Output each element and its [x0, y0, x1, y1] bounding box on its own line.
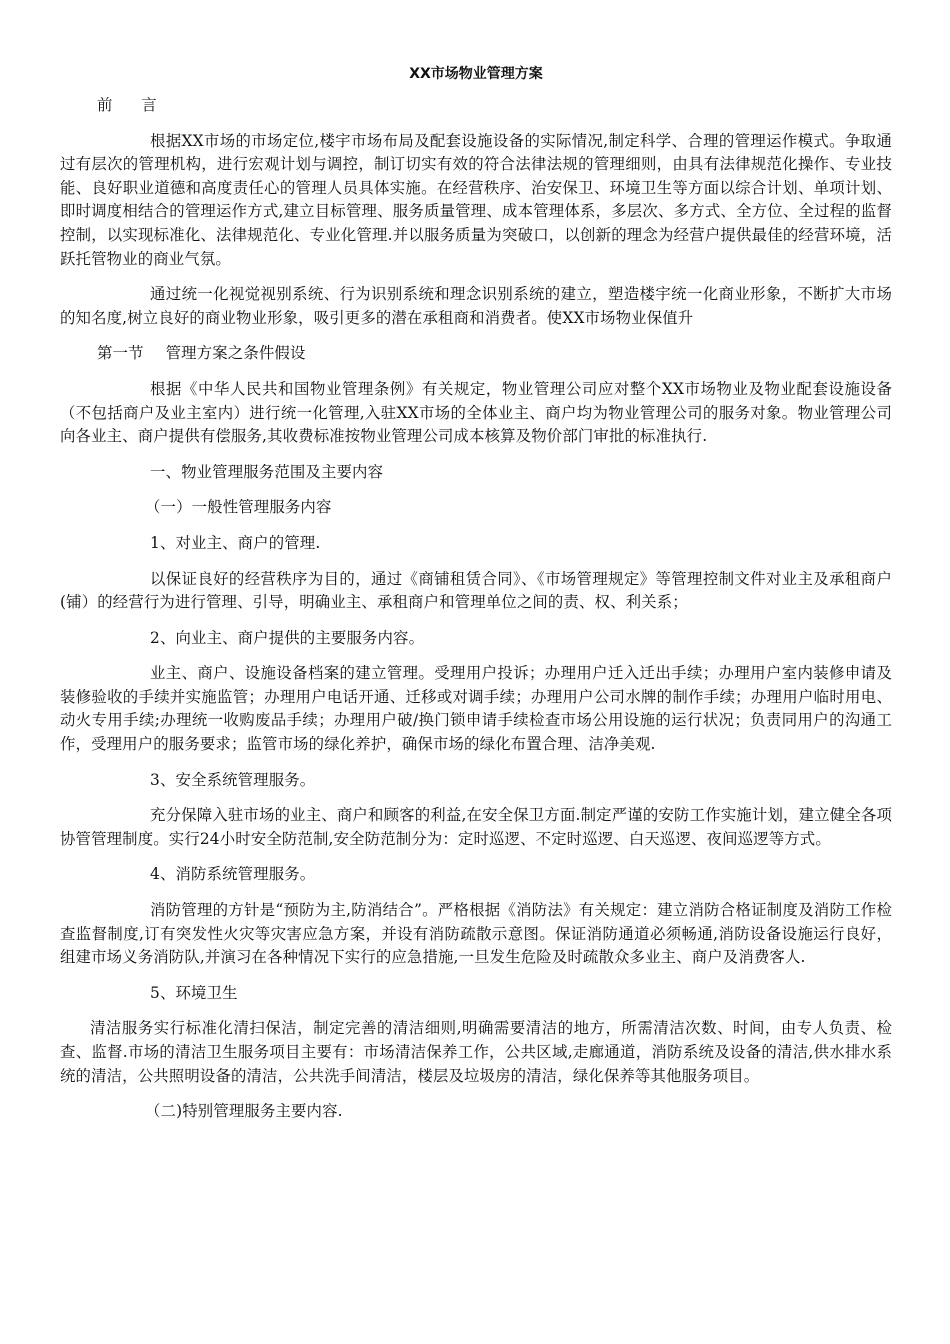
item-2-heading: 2、向业主、商户提供的主要服务内容。 [150, 628, 425, 647]
item-4-paragraph: 消防管理的方针是“预防为主,防消结合”。严格根据《消防法》有关规定：建立消防合格证制度及消防工作检查监督制度,订有突发性火灾等灾害应急方案，并设有消防疏散示意图。保证消防通道必须畅通,消防设备设施运行良好，组建市场义务消防队,并演习在各种情况下实行的应急措施,一旦发生危险及时疏散众多业主、商户及消费客人. [60, 901, 892, 967]
item-4-heading: 4、消防系统管理服务。 [150, 865, 316, 884]
preface-paragraph-2: 通过统一化视觉视别系统、行为识别系统和理念识别系统的建立，塑造楼宇统一化商业形象，不断扩大市场的知名度,树立良好的商业物业形象，吸引更多的潜在承租商和消费者。使XX市场物业保值升 [60, 285, 892, 327]
item-2-paragraph: 业主、商户、设施设备档案的建立管理。受理用户投诉；办理用户迁入迁出手续；办理用户室内装修申请及装修验收的手续并实施监管；办理用户电话开通、迁移或对调手续；办理用户公司水牌的制作手续；办理用户临时用电、动火专用手续;办理统一收购废品手续；办理用户破/换门锁申请手续检查市场公用设施的运行状况；负责同用户的沟通工作，受理用户的服务要求；监管市场的绿化养护，确保市场的绿化布置合理、洁净美观. [60, 664, 892, 754]
preface-paragraph-1: 根据XX市场的市场定位,楼宇市场布局及配套设施设备的实际情况,制定科学、合理的管理运作模式。争取通过有层次的管理机构，进行宏观计划与调控，制订切实有效的符合法律法规的管理细则，由具有法律规范化操作、专业技能、良好职业道德和高度责任心的管理人员具体实施。在经营秩序、治安保卫、环境卫生等方面以综合计划、单项计划、即时调度相结合的管理运作方式,建立目标管理、服务质量管理、成本管理体系，多层次、多方式、全方位、全过程的监督控制，以实现标准化、法律规范化、专业化管理.并以服务质量为突破口，以创新的理念为经营户提供最佳的经营环境，活跃托管物业的商业气氛。 [60, 131, 892, 268]
scope-heading: 一、物业管理服务范围及主要内容 [150, 462, 384, 481]
item-1-heading: 1、对业主、商户的管理. [150, 533, 321, 552]
preface-heading-char-2: 言 [141, 96, 158, 114]
section-1-title: 管理方案之条件假设 [165, 344, 306, 363]
item-3-paragraph: 充分保障入驻市场的业主、商户和顾客的利益,在安全保卫方面.制定严谨的安防工作实施计划，建立健全各项协管管理制度。实行24小时安全防范制,安全防范制分为：定时巡逻、不定时巡逻、白天巡逻、夜间巡逻等方式。 [60, 806, 892, 848]
section-1-heading [60, 342, 892, 366]
item-1-paragraph: 以保证良好的经营秩序为目的，通过《商铺租赁合同》、《市场管理规定》等管理控制文件对业主及承租商户(铺）的经营行为进行管理、引导，明确业主、承租商户和管理单位之间的责、权、利关系； [60, 569, 892, 612]
general-services-heading: （一）一般性管理服务内容 [145, 498, 332, 517]
special-services-heading: （二)特别管理服务主要内容. [145, 1102, 343, 1121]
document-title: XX市场物业管理方案 [409, 66, 543, 82]
section-1-number: 第一节 [97, 344, 144, 363]
item-5-heading: 5、环境卫生 [150, 983, 238, 1002]
document-page [60, 62, 892, 1124]
item-3-heading: 3、安全系统管理服务。 [150, 770, 316, 789]
item-5-paragraph: 清洁服务实行标准化清扫保洁，制定完善的清洁细则,明确需要清洁的地方，所需清洁次数、时间，由专人负责、检查、监督.市场的清洁卫生服务项目主要有：市场清洁保养工作，公共区域,走廊通道，消防系统及设备的清洁,供水排水系统的清洁，公共照明设备的清洁，公共洗手间清洁，楼层及垃圾房的清洁，绿化保养等其他服务项目。 [60, 1019, 892, 1085]
preface-heading-char-1: 前 [97, 96, 114, 114]
preface-heading [60, 94, 892, 118]
section-1-paragraph: 根据《中华人民共和国物业管理条例》有关规定，物业管理公司应对整个XX市场物业及物业配套设施设备（不包括商户及业主室内）进行统一化管理,入驻XX市场的全体业主、商户均为物业管理公司的服务对象。物业管理公司向各业主、商户提供有偿服务,其收费标准按物业管理公司成本核算及物价部门审批的标准执行. [60, 379, 892, 446]
